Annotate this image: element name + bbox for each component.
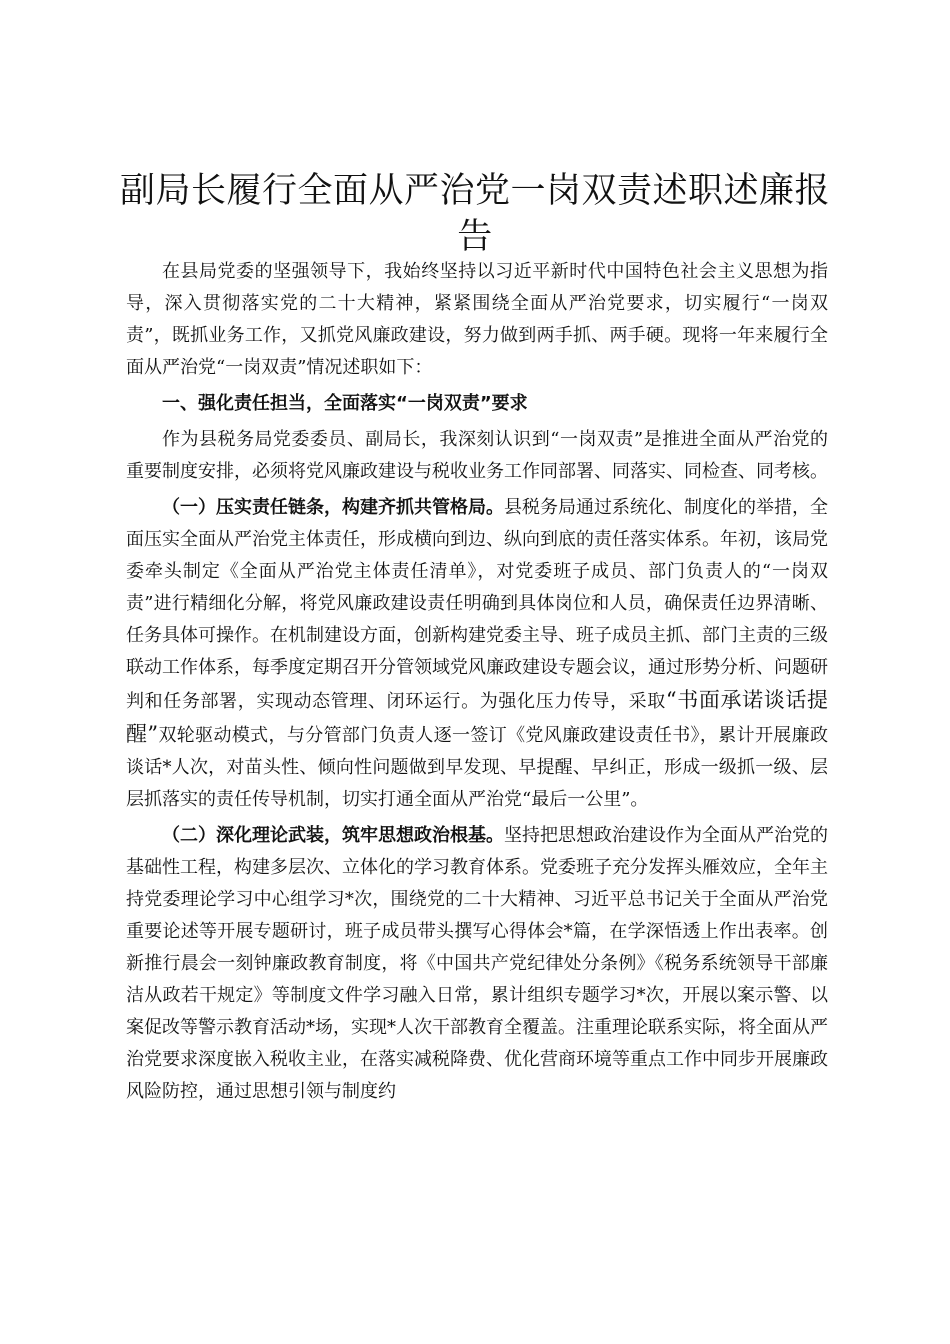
subsection-1-heading: （一）压实责任链条，构建齐抓共管格局。 [162,497,504,518]
subsection-2-heading: （二）深化理论武装，筑牢思想政治根基。 [162,825,504,846]
subsection-1-paragraph [126,492,828,816]
subsection-1-text-b: 双轮驱动模式，与分管部门负责人逐一签订《党风廉政建设责任书》，累计开展廉政谈话*人次，对苗头性、倾向性问题做到早发现、早提醒、早纠正，形成一级抓一级、层层抓落实的责任传导机制，切实打通全面从严治党“最后一公里”。 [126,725,828,810]
subsection-1-emphasis: “书面承诺谈话提醒” [126,688,828,746]
document-title: 副局长履行全面从严治党一岗双责述职述廉报告 [119,171,830,257]
section-1-paragraph: 作为县税务局党委委员、副局长，我深刻认识到“一岗双责”是推进全面从严治党的重要制度安排，必须将党风廉政建设与税收业务工作同部署、同落实、同检查、同考核。 [126,429,828,482]
intro-paragraph: 在县局党委的坚强领导下，我始终坚持以习近平新时代中国特色社会主义思想为指导，深入贯彻落实党的二十大精神，紧紧围绕全面从严治党要求，切实履行“一岗双责”，既抓业务工作，又抓党风廉政建设，努力做到两手抓、两手硬。现将一年来履行全面从严治党“一岗双责”情况述职如下： [126,261,828,378]
document-body [126,256,828,1108]
subsection-1-text-a: 县税务局通过系统化、制度化的举措，全面压实全面从严治党主体责任，形成横向到边、纵向到底的责任落实体系。年初，该局党委牵头制定《全面从严治党主体责任清单》，对党委班子成员、部门负责人的“一岗双责”进行精细化分解，将党风廉政建设责任明确到具体岗位和人员，确保责任边界清晰、任务具体可操作。在机制建设方面，创新构建党委主导、班子成员主抓、部门主责的三级联动工作体系，每季度定期召开分管领域党风廉政建设专题会议，通过形势分析、问题研判和任务部署，实现动态管理、闭环运行。为强化压力传导，采取 [126,497,828,712]
subsection-2-paragraph [126,820,828,1108]
subsection-2-text: 坚持把思想政治建设作为全面从严治党的基础性工程，构建多层次、立体化的学习教育体系。党委班子充分发挥头雁效应，全年主持党委理论学习中心组学习*次，围绕党的二十大精神、习近平总书记关于全面从严治党重要论述等开展专题研讨，班子成员带头撰写心得体会*篇，在学深悟透上作出表率。创新推行晨会一刻钟廉政教育制度，将《中国共产党纪律处分条例》《税务系统领导干部廉洁从政若干规定》等制度文件学习融入日常，累计组织专题学习*次，开展以案示警、以案促改等警示教育活动*场，实现*人次干部教育全覆盖。注重理论联系实际，将全面从严治党要求深度嵌入税收主业，在落实减税降费、优化营商环境等重点工作中同步开展廉政风险防控，通过思想引领与制度约 [126,825,828,1102]
section-1-heading: 一、强化责任担当，全面落实“一岗双责”要求 [162,393,528,414]
